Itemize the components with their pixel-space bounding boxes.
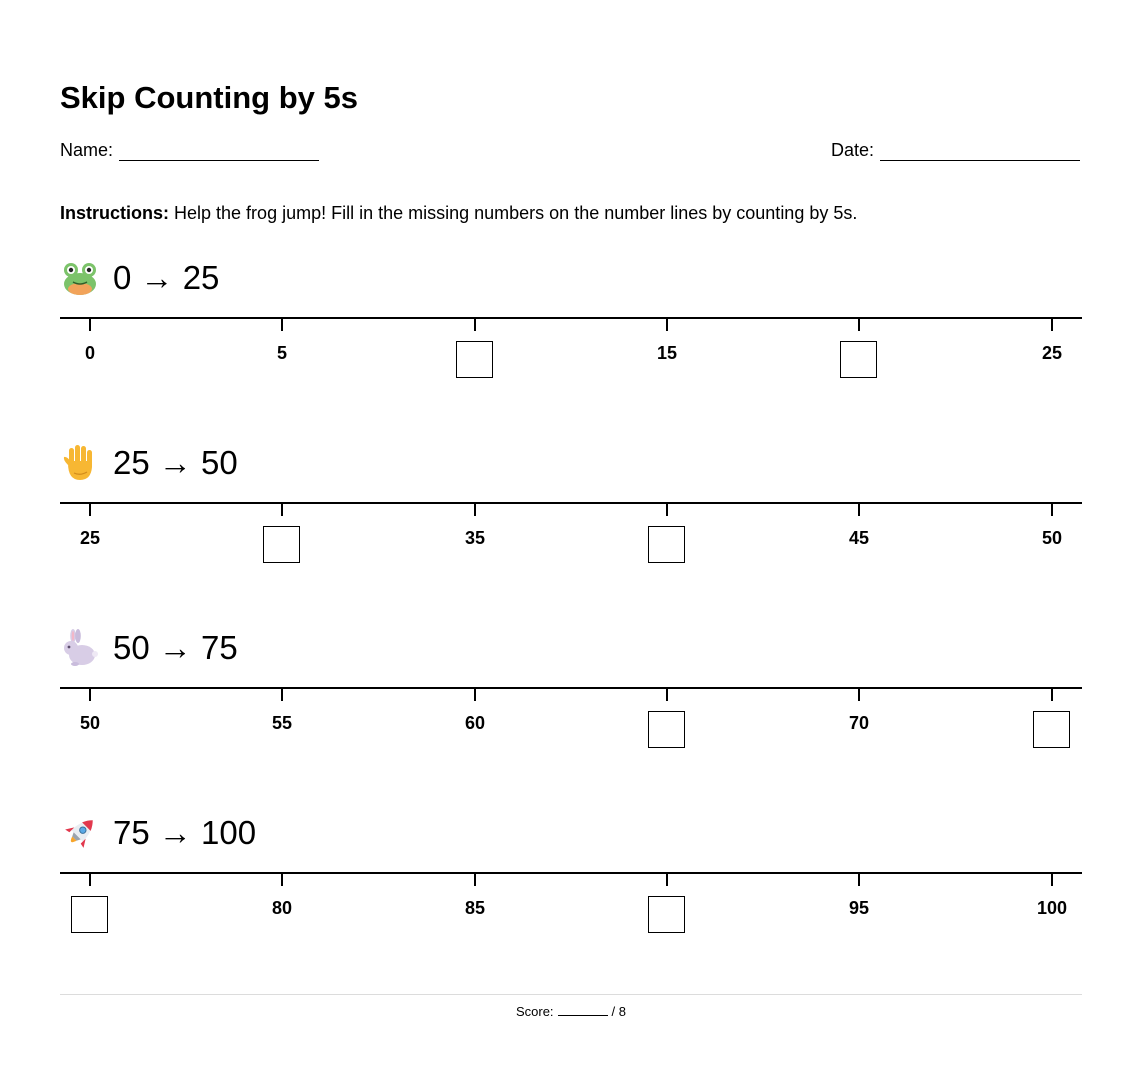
tick-label: 95 <box>848 898 870 918</box>
tick-group <box>445 872 505 942</box>
section-range: 0 → 25 <box>113 259 220 296</box>
score <box>0 1004 1142 1020</box>
tick-label: 60 <box>464 713 486 733</box>
tick-group <box>637 872 697 942</box>
name-field <box>60 139 319 161</box>
name-label: Name: <box>60 140 114 160</box>
tick-group <box>637 317 697 387</box>
number-line-axis <box>60 872 1082 874</box>
tick-mark <box>666 317 668 331</box>
section-range: 25 → 50 <box>113 444 238 481</box>
tick-mark <box>1051 872 1053 886</box>
section-header <box>60 256 219 300</box>
tick-mark <box>1051 502 1053 516</box>
tick-label: 5 <box>276 343 287 363</box>
section-range: 75 → 100 <box>113 814 257 851</box>
tick-group <box>445 687 505 757</box>
section-header <box>60 441 238 485</box>
tick-label: 85 <box>464 898 486 918</box>
instructions <box>60 202 857 224</box>
number-line-axis <box>60 687 1082 689</box>
instructions-text: Help the frog jump! Fill in the missing numbers on the number lines by counting by 5s. <box>169 203 858 223</box>
tick-group <box>1022 687 1082 757</box>
page-title: Skip Counting by 5s <box>60 80 358 115</box>
tick-mark <box>89 687 91 701</box>
tick-group <box>252 502 312 572</box>
tick-group <box>445 502 505 572</box>
answer-box[interactable] <box>648 896 685 933</box>
answer-box[interactable] <box>648 711 685 748</box>
date-field <box>831 139 1080 161</box>
tick-mark <box>474 502 476 516</box>
tick-mark <box>281 502 283 516</box>
score-input-line[interactable] <box>558 1004 608 1016</box>
section-header <box>60 811 256 855</box>
number-line <box>60 872 1082 942</box>
date-input-line[interactable] <box>880 144 1080 161</box>
number-line <box>60 317 1082 387</box>
tick-mark <box>666 872 668 886</box>
tick-group <box>252 687 312 757</box>
tick-mark <box>474 687 476 701</box>
tick-label: 50 <box>1041 528 1063 548</box>
tick-label: 15 <box>656 343 678 363</box>
tick-mark <box>281 872 283 886</box>
tick-group <box>829 317 889 387</box>
answer-box[interactable] <box>648 526 685 563</box>
tick-mark <box>666 502 668 516</box>
tick-mark <box>858 687 860 701</box>
section-range: 50 → 75 <box>113 629 238 666</box>
tick-mark <box>1051 687 1053 701</box>
tick-mark <box>89 872 91 886</box>
tick-mark <box>474 317 476 331</box>
answer-box[interactable] <box>71 896 108 933</box>
tick-group <box>445 317 505 387</box>
tick-mark <box>89 502 91 516</box>
tick-group <box>60 502 120 572</box>
tick-label: 80 <box>271 898 293 918</box>
tick-label: 25 <box>79 528 101 548</box>
tick-group <box>252 317 312 387</box>
number-line <box>60 687 1082 757</box>
tick-group <box>60 687 120 757</box>
footer-divider <box>60 994 1082 995</box>
instructions-label: Instructions: <box>60 203 170 223</box>
tick-mark <box>281 317 283 331</box>
answer-box[interactable] <box>456 341 493 378</box>
tick-group <box>829 502 889 572</box>
tick-label: 45 <box>848 528 870 548</box>
tick-label: 100 <box>1036 898 1068 918</box>
hand-icon <box>60 443 100 483</box>
tick-mark <box>89 317 91 331</box>
rabbit-icon <box>60 628 100 668</box>
number-line <box>60 502 1082 572</box>
tick-group <box>252 872 312 942</box>
answer-box[interactable] <box>840 341 877 378</box>
tick-mark <box>858 502 860 516</box>
answer-box[interactable] <box>263 526 300 563</box>
tick-label: 25 <box>1041 343 1063 363</box>
score-label: Score: <box>515 1004 554 1019</box>
tick-group <box>829 687 889 757</box>
answer-box[interactable] <box>1033 711 1070 748</box>
number-line-axis <box>60 317 1082 319</box>
tick-label: 70 <box>848 713 870 733</box>
tick-mark <box>666 687 668 701</box>
date-label: Date: <box>831 140 875 160</box>
tick-group <box>60 872 120 942</box>
number-line-axis <box>60 502 1082 504</box>
rocket-icon <box>60 813 100 853</box>
tick-group <box>1022 872 1082 942</box>
tick-group <box>1022 502 1082 572</box>
tick-group <box>1022 317 1082 387</box>
tick-label: 35 <box>464 528 486 548</box>
section-header <box>60 626 238 670</box>
tick-mark <box>858 872 860 886</box>
tick-label: 55 <box>271 713 293 733</box>
tick-mark <box>1051 317 1053 331</box>
tick-mark <box>281 687 283 701</box>
tick-label: 50 <box>79 713 101 733</box>
tick-group <box>637 687 697 757</box>
tick-group <box>829 872 889 942</box>
score-total: / 8 <box>611 1004 627 1019</box>
tick-label: 0 <box>84 343 95 363</box>
tick-mark <box>474 872 476 886</box>
tick-mark <box>858 317 860 331</box>
frog-icon <box>60 258 100 298</box>
tick-group <box>637 502 697 572</box>
name-input-line[interactable] <box>119 144 319 161</box>
tick-group <box>60 317 120 387</box>
